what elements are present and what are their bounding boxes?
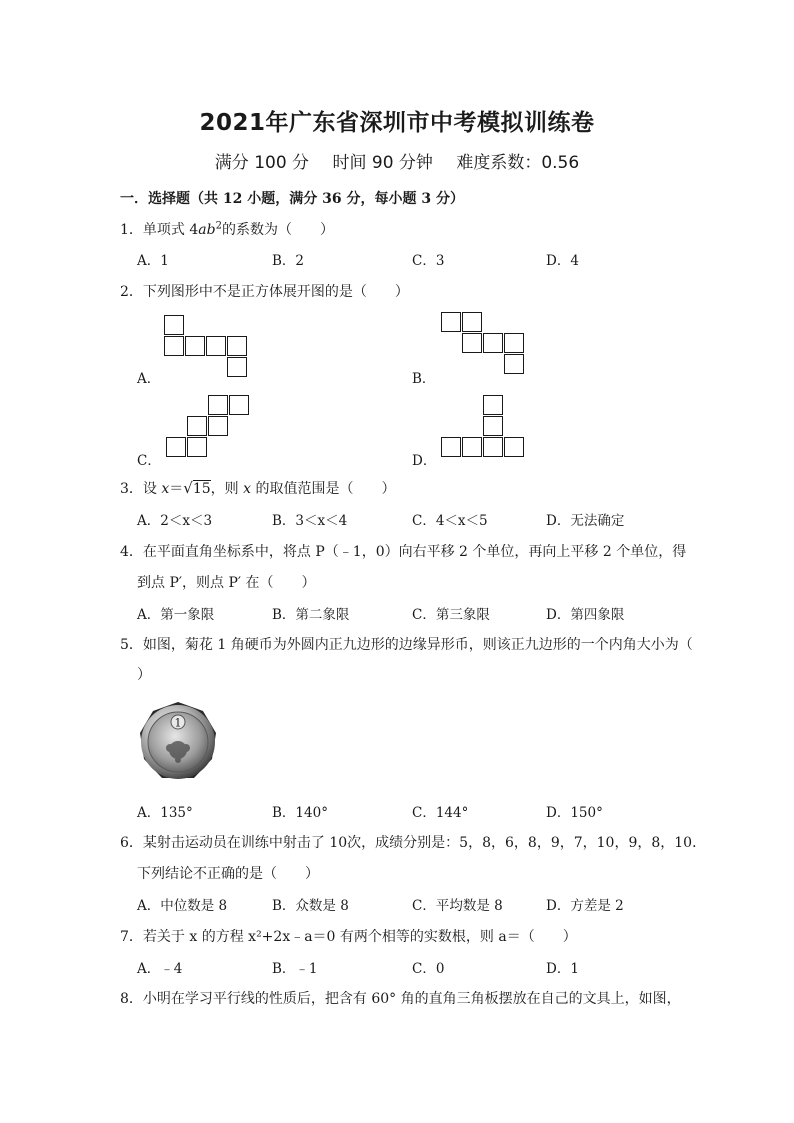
option-a[interactable]: A．﹣4 xyxy=(137,961,183,977)
question-text: 小明在学习平行线的性质后，把含有 60° 角的直角三角板摆放在自己的文具上，如图， xyxy=(142,991,681,1007)
exam-time: 时间 90 分钟 xyxy=(332,153,433,173)
option-a[interactable]: A．第一象限 xyxy=(137,607,215,623)
coin-image xyxy=(136,700,220,784)
question-number: 2． xyxy=(120,284,143,300)
option-c[interactable]: C．第三象限 xyxy=(412,607,490,623)
option-a[interactable]: A．2＜x＜3 xyxy=(137,513,213,529)
question-text: 在平面直角坐标系中，将点 P（﹣1，0）向右平移 2 个单位，再向上平移 2 个单位，得 xyxy=(142,544,687,560)
question-2 xyxy=(120,281,409,301)
option-b[interactable]: B．﹣1 xyxy=(272,961,318,977)
option-d[interactable]: D．150° xyxy=(546,805,603,821)
option-b[interactable]: B．第二象限 xyxy=(272,607,350,623)
sqrt-symbol: √ xyxy=(183,479,193,497)
option-c[interactable]: C． xyxy=(137,453,161,469)
question-5-line2: ） xyxy=(137,667,151,683)
question-text: 若关于 x 的方程 x²+2x﹣a＝0 有两个相等的实数根，则 a＝（ ） xyxy=(142,929,577,945)
question-text-end: 的系数为（ ） xyxy=(221,222,334,238)
option-b[interactable]: B．140° xyxy=(272,805,328,821)
option-c[interactable]: C．144° xyxy=(412,805,469,821)
question-7 xyxy=(120,926,577,946)
question-8 xyxy=(120,988,681,1008)
option-a[interactable]: A．135° xyxy=(137,805,193,821)
exponent: 2 xyxy=(215,220,222,232)
full-score: 满分 100 分 xyxy=(214,153,310,173)
question-number: 6． xyxy=(120,835,143,851)
coin-denomination: 1 xyxy=(174,716,182,730)
radicand: 15 xyxy=(192,481,211,497)
question-number: 8． xyxy=(120,991,143,1007)
variable: ab xyxy=(198,222,216,238)
question-text: 单项式 4 xyxy=(142,222,199,238)
question-6 xyxy=(120,832,706,852)
question-4 xyxy=(120,541,686,561)
question-number: 7． xyxy=(120,929,143,945)
question-text-end: 的取值范围是（ ） xyxy=(251,481,396,497)
difficulty: 难度系数：0.56 xyxy=(456,153,580,173)
option-d[interactable]: D．无法确定 xyxy=(546,513,625,529)
option-c[interactable]: C．0 xyxy=(412,961,445,977)
variable: x xyxy=(161,481,170,497)
option-b[interactable]: B．2 xyxy=(272,253,305,269)
option-c[interactable]: C．4＜x＜5 xyxy=(412,513,488,529)
option-d[interactable]: D．第四象限 xyxy=(546,607,625,623)
option-a[interactable]: A．1 xyxy=(137,253,169,269)
option-b[interactable]: B．3＜x＜4 xyxy=(272,513,348,529)
option-d[interactable]: D．方差是 2 xyxy=(546,898,624,914)
question-text: 某射击运动员在训练中射击了 10次，成绩分别是：5，8，6，8，9，7，10，9，8，10． xyxy=(142,835,707,851)
option-d[interactable]: D．4 xyxy=(546,253,579,269)
option-b[interactable]: B． xyxy=(412,371,436,387)
option-b[interactable]: B．众数是 8 xyxy=(272,898,349,914)
question-6-line2: 下列结论不正确的是（ ） xyxy=(137,866,319,882)
question-4-line2: 到点 P′，则点 P′ 在（ ） xyxy=(137,575,316,591)
question-3 xyxy=(120,478,395,498)
question-number: 1． xyxy=(120,222,143,238)
exam-meta xyxy=(0,148,794,173)
option-c[interactable]: C．平均数是 8 xyxy=(412,898,503,914)
question-number: 4． xyxy=(120,544,143,560)
page-title: 2021年广东省深圳市中考模拟训练卷 xyxy=(199,110,595,136)
question-text: 下列图形中不是正方体展开图的是（ ） xyxy=(142,284,409,300)
question-number: 5． xyxy=(120,637,143,653)
option-a[interactable]: A．中位数是 8 xyxy=(137,898,228,914)
variable: x xyxy=(243,481,252,497)
option-a[interactable]: A． xyxy=(137,371,161,387)
option-d[interactable]: D． xyxy=(412,453,437,469)
question-text: 设 xyxy=(142,481,162,497)
question-1 xyxy=(120,219,334,239)
question-text-mid: ，则 xyxy=(210,481,244,497)
section-heading: 一．选择题（共 12 小题，满分 36 分，每小题 3 分） xyxy=(120,191,464,207)
option-d[interactable]: D．1 xyxy=(546,961,579,977)
question-text: 如图，菊花 1 角硬币为外圆内正九边形的边缘异形币，则该正九边形的一个内角大小为（ xyxy=(142,637,693,653)
equals-sign: ＝ xyxy=(169,481,184,497)
option-c[interactable]: C．3 xyxy=(412,253,445,269)
question-5 xyxy=(120,634,693,654)
question-number: 3． xyxy=(120,481,143,497)
